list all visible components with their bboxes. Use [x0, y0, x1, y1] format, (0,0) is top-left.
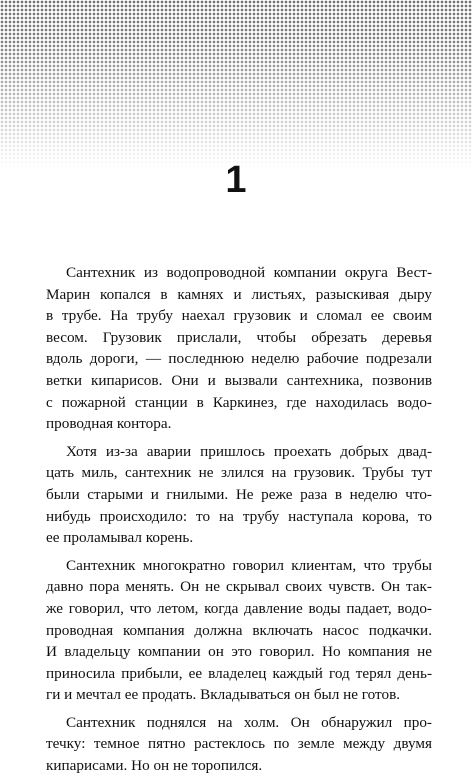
- header-halftone-band: [0, 0, 472, 170]
- text-line: ветки кипарисов. Они и вызвали сантехника, позвонив: [46, 371, 432, 389]
- text-line: проводная компания должна включать насос подкачки.: [46, 621, 432, 639]
- paragraph-1: [46, 262, 432, 435]
- text-line: с пожарной станции в Каркинез, где находилась водо-: [46, 393, 432, 411]
- chapter-number: 1: [225, 159, 247, 201]
- text-line: ее проламывал корень.: [46, 529, 194, 547]
- text-line: ги и мечтал ее продать. Вкладываться он был не готов.: [46, 686, 401, 704]
- text-line: Хотя из-за аварии пришлось проехать добрых двад-: [66, 442, 432, 460]
- text-line: Марин копался в камнях и листьях, разыскивая дыру: [46, 285, 432, 303]
- text-line: течку: темное пятно растеклось по земле между двумя: [46, 735, 432, 753]
- text-line: цать миль, сантехник не злился на грузовик. Трубы тут: [46, 464, 432, 482]
- text-line: давно пора менять. Он не скрывал своих чувств. Он так-: [46, 578, 432, 596]
- paragraph-3: [46, 555, 432, 706]
- text-line: вдоль дороги, — последнюю неделю рабочие подрезали: [46, 350, 432, 368]
- text-line: проводная контора.: [46, 415, 172, 433]
- text-line: были старыми и гнилыми. Не реже раза в неделю что-: [46, 485, 432, 503]
- text-line: кипарисами. Но он не торопился.: [46, 757, 263, 775]
- text-line: весом. Грузовик прислали, чтобы обрезать деревья: [46, 328, 432, 346]
- paragraph-2: [46, 441, 432, 549]
- text-line: в трубе. На трубу наехал грузовик и сломал ее своим: [46, 307, 432, 325]
- text-line: Сантехник многократно говорил клиентам, что трубы: [66, 556, 432, 574]
- text-line: же говорил, что летом, когда давление воды падает, водо-: [46, 599, 432, 617]
- paragraph-4: [46, 712, 432, 777]
- text-line: нибудь происходило: то на трубу наступала корова, то: [46, 507, 432, 525]
- text-line: Сантехник поднялся на холм. Он обнаружил про-: [66, 713, 432, 731]
- text-line: И владельцу компании он это говорил. Но компания не: [46, 643, 432, 661]
- text-line: Сантехник из водопроводной компании округа Вест-: [66, 264, 432, 281]
- text-line: приносила прибыли, ее владелец каждый год терял день-: [46, 664, 432, 682]
- chapter-body-text: [46, 262, 432, 783]
